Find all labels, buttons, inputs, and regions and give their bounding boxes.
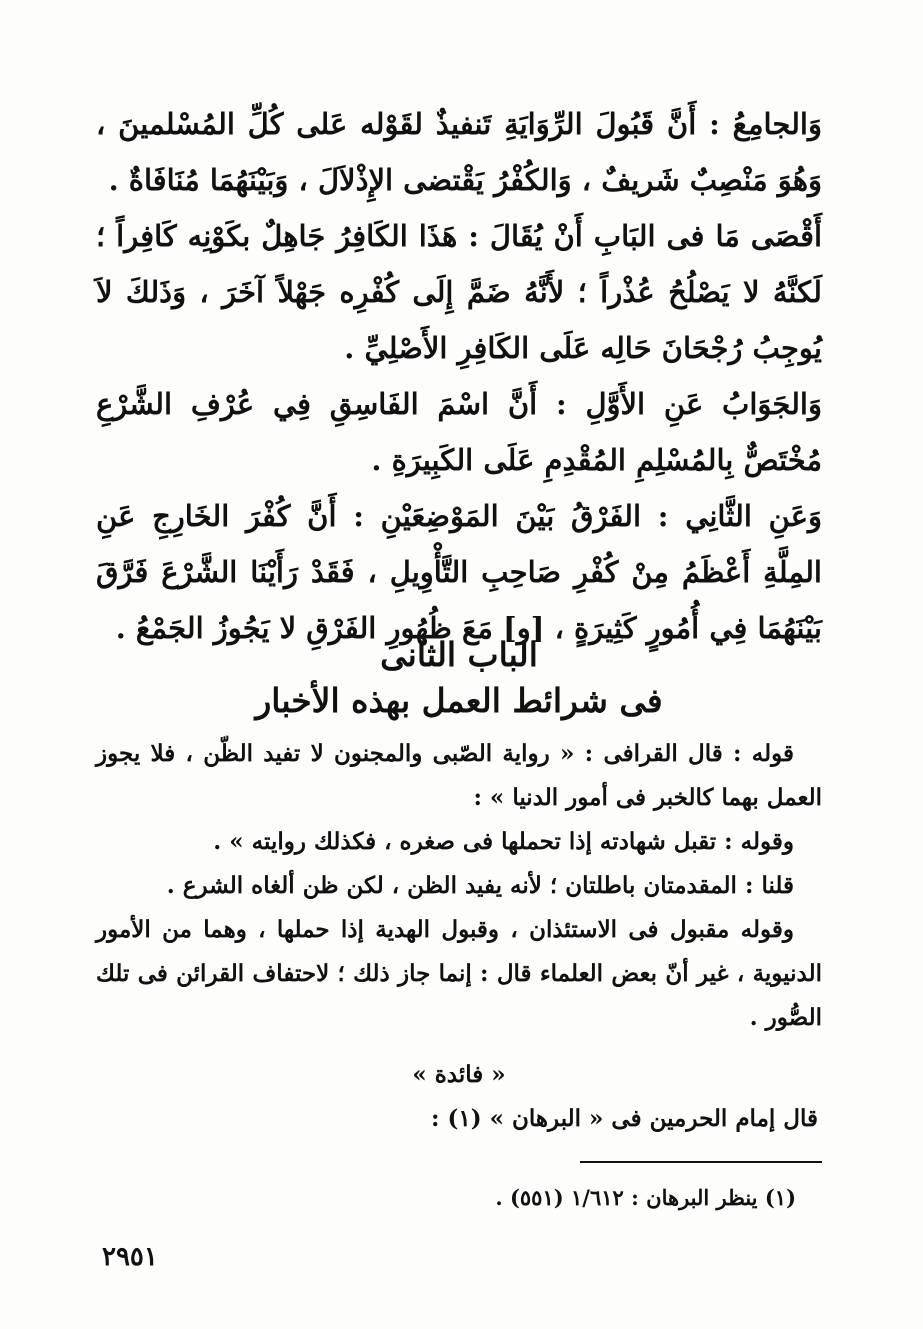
paragraph-aqsa: أَقْصَى مَا فى البَابِ أَنْ يُقَالَ : هَذَا الكَافِرُ جَاهِلٌ بكَوْنِه كَافِراً ؛ لَكنَّهُ لا يَصْلُحُ عُذْراً ؛ لأَنَّهُ ضَمَّ إِلَى كُفْرِه جَهْلاً آخَرَ ، وَذَلكَ لاَ يُوجِبُ رُجْحَانَ حَالِه عَلَى الكَافِرِ الأَصْلِيِّ . (96, 219, 822, 365)
paragraph-jami: وَالجامِعُ : أَنَّ قَبُولَ الرِّوَايَةِ تَنفيذٌ لقَوْله عَلى كُلِّ المُسْلمينَ ، وَهُوَ مَنْصِبٌ شَريفٌ ، وَالكُفْرُ يَقْتضى الإِذْلاَلَ ، وَبَيْنَهُمَا مُنَافَاةٌ . (96, 107, 822, 197)
faida-line: قال إمام الحرمين فى « البرهان » (١) : (430, 1105, 818, 1132)
paragraph-istidhan: وقوله مقبول فى الاستئذان ، وقبول الهدية إذا حملها ، وهما من الأمور الدنيوية ، غير أنّ بعض العلماء قال : إنما جاز ذلك ؛ لاحتفاف القرائن فى تلك الصُّور . (96, 916, 822, 1031)
chapter-heading: الباب الثانى (380, 635, 538, 674)
paragraph-qarafi: قوله : قال القرافى : « رواية الصّبى والمجنون لا تفيد الظّن ، فلا يجوز العمل بهما كالخبر فى أمور الدنيا » : (96, 740, 822, 811)
paragraph-jawab: وَالجَوَابُ عَنِ الأَوَّلِ : أَنَّ اسْمَ الفَاسِقِ فِي عُرْفِ الشَّرْعِ مُخْتَصٌّ بِالمُسْلِمِ المُقْدِمِ عَلَى الكَبِيرَةِ . (96, 387, 822, 477)
main-text-top (96, 96, 822, 656)
paragraph-shahada: وقوله : تقبل شهادته إذا تحملها فى صغره ، فكذلك روايته » . (213, 828, 794, 855)
main-text-bottom (96, 732, 822, 1040)
paragraph-thani: وَعَنِ الثَّانِي : الفَرْقُ بَيْنَ المَوْضِعَيْنِ : أَنَّ كُفْرَ الخَارِجِ عَنِ المِلَّةِ أَعْظَمُ مِنْ كُفْرِ صَاحِبِ التَّأْوِيلِ ، فَقَدْ رَأَيْنَا الشَّرْعَ فَرَّقَ بَيْنَهُمَا فِي أُمُورٍ كَثِيرَةٍ ، [و] مَعَ ظُهُورِ الفَرْقِ لا يَجُوزُ الجَمْعُ . (96, 499, 822, 645)
page-number: ٢٩٥١ (102, 1242, 158, 1272)
chapter-subtitle: فى شرائط العمل بهذه الأخبار (255, 681, 663, 720)
faida-title: « فائدة » (412, 1061, 506, 1088)
footnote: (١) ينظر البرهان : ١/٦١٢ (٥٥١) . (495, 1185, 796, 1210)
faida-block (96, 1056, 822, 1138)
footnote-separator (580, 1161, 822, 1163)
paragraph-qulna: قلنا : المقدمتان باطلتان ؛ لأنه يفيد الظن ، لكن ظن ألغاه الشرع . (166, 872, 794, 899)
